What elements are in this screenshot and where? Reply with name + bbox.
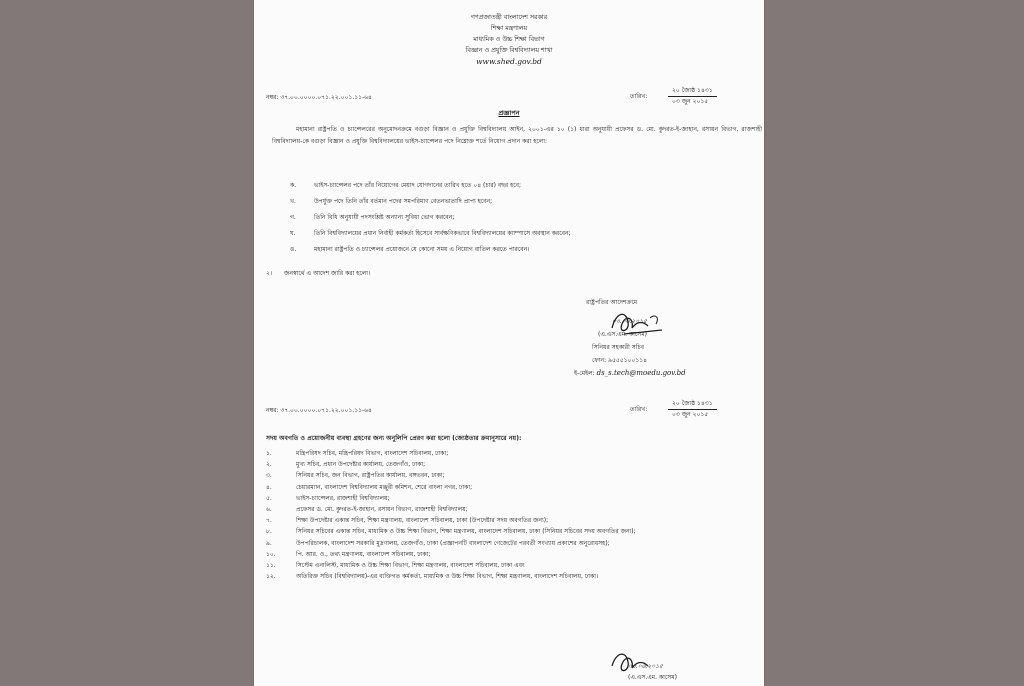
list-text: অতিরিক্ত সচিব (বিশ্ববিদ্যালয়)-এর ব্যক্তিগত কর্মকর্তা, মাধ্যমিক ও উচ্চ শিক্ষা বিভাগ, শিক্ষা মন্ত্রণালয়, বাংলাদেশ সচিবালয়, ঢাকা। (296, 573, 599, 581)
condition-item (254, 244, 764, 260)
conditions-list (254, 180, 764, 260)
list-number: ৯. (266, 539, 272, 547)
condition-item (254, 228, 764, 244)
condition-number: ক. (290, 182, 297, 189)
copy-recipients-list (254, 448, 764, 582)
list-item (254, 448, 764, 459)
document-page (254, 0, 764, 686)
signature-date: ০৩.০৬.২০১৫ (612, 318, 648, 325)
date-bangla: ২০ জ্যৈষ্ঠ ১৪৩১ (668, 398, 717, 410)
list-item (254, 459, 764, 470)
condition-text: তিনি বিশ্ববিদ্যালয়ের প্রধান নির্বাহী কর্মকর্তা হিসেবে সার্বক্ষণিকভাবে বিশ্ববিদ্যালয়ের ক্যাম্পাসে অবস্থান করবেন; (314, 230, 571, 237)
list-text: সিস্টেম এনালিস্ট, মাধ্যমিক ও উচ্চ শিক্ষা বিভাগ, শিক্ষা মন্ত্রণালয়, বাংলাদেশ সচিবালয়, ঢাকা এবং (296, 562, 525, 570)
website-url: www.shed.gov.bd (476, 57, 542, 66)
list-number: ২. (266, 461, 272, 469)
list-number: ৩. (266, 472, 272, 480)
date-english: ০৩ জুন ২০১৫ (672, 98, 709, 105)
list-number: ৪. (266, 483, 272, 491)
copy-heading: সদয় অবগতি ও প্রয়োজনীয় ব্যবস্থা গ্রহণের জন্য অনুলিপি প্রেরণ করা হলো (জ্যেষ্ঠতার ক্রমানুসারে নয়): (266, 435, 522, 442)
list-text: চেয়ারম্যান, বাংলাদেশ বিশ্ববিদ্যালয় মঞ্জুরী কমিশন, শেরে বাংলা নগর, ঢাকা; (296, 483, 473, 491)
list-item (254, 549, 764, 560)
signatory-name: (এ.এস.এম. কাসেম) (598, 331, 647, 338)
list-item (254, 470, 764, 481)
list-number: ১০. (266, 550, 276, 558)
condition-item (254, 212, 764, 228)
paragraph-text: জনস্বার্থে এ আদেশ জারি করা হলো। (284, 270, 371, 277)
body-paragraph: মহামান্য রাষ্ট্রপতি ও চ্যান্সেলরের অনুমোদনক্রমে বগুড়া বিজ্ঞান ও প্রযুক্তি বিশ্ববিদ্যালয় আইন, ২০০১-এর ১০ (১) ধারা অনুযায়ী প্রফেসর ড. মো. কুদরত-ই-জাহান, রসায়ন বিভাগ, রাজশাহী বিশ্ববিদ্যালয়-কে বগুড়া বিজ্ঞান ও প্রযুক্তি বিশ্ববিদ্যালয়ের ভাইস-চ্যান্সেলর পদে নিম্নোক্ত শর্তে নিয়োগ প্রদান করা হলো: (272, 126, 762, 145)
condition-text: উপর্যুক্ত পদে তিনি তাঁর বর্তমান পদের সমপরিমাণ বেতনভাতাদি প্রাপ্য হবেন; (314, 198, 493, 205)
list-item (254, 515, 764, 526)
list-number: ৭. (266, 517, 272, 525)
list-item (254, 493, 764, 504)
condition-number: ঙ. (290, 246, 297, 253)
list-number: ১২. (266, 573, 276, 581)
list-number: ৬. (266, 506, 272, 514)
email-label: ই-মেইল: (574, 370, 595, 377)
condition-text: মহামান্য রাষ্ট্রপতি ও চ্যান্সেলর প্রয়োজনে যে কোনো সময় এ নিয়োগ বাতিল করতে পারবেন। (314, 246, 530, 253)
paragraph-number: ২। (266, 270, 273, 277)
ministry-name: শিক্ষা মন্ত্রণালয় (490, 25, 528, 32)
list-number: ১. (266, 450, 272, 457)
condition-item (254, 196, 764, 212)
condition-number: খ. (290, 198, 296, 205)
list-text: সিনিয়র সচিব, জন বিভাগ, রাষ্ট্রপতির কার্যালয়, বঙ্গভবন, ঢাকা; (296, 472, 445, 480)
document-title: প্রজ্ঞাপন (498, 109, 520, 117)
signatory-phone: ফোন: ৯৫৫৫১০০১১৪ (592, 357, 648, 364)
list-text: পি. আর. ও., তথ্য মন্ত্রণালয়, বাংলাদেশ সচিবালয়, ঢাকা; (296, 550, 431, 558)
list-item (254, 560, 764, 571)
signature-block (574, 296, 686, 380)
division-name: মাধ্যমিক ও উচ্চ শিক্ষা বিভাগ (473, 36, 545, 43)
government-name: গণপ্রজাতন্ত্রী বাংলাদেশ সরকার (470, 14, 548, 21)
list-item (254, 571, 764, 582)
list-text: মন্ত্রিপরিষদ সচিব, মন্ত্রিপরিষদ বিভাগ, বাংলাদেশ সচিবালয়, ঢাকা; (296, 450, 449, 457)
signatory-email: ds_s.tech@moedu.gov.bd (596, 369, 686, 377)
date-english: ০৩ জুন ২০১৫ (672, 411, 709, 418)
list-text: শিক্ষা উপদেষ্টার একান্ত সচিব, শিক্ষা মন্ত্রণালয়, বাংলাদেশ সচিবালয়, ঢাকা (উপদেষ্টার সদয় অবগতির জন্য); (296, 517, 549, 525)
list-number: ১১. (266, 562, 276, 570)
date-bangla: ২০ জ্যৈষ্ঠ ১৪৩১ (668, 85, 717, 97)
copy-signature-date: ০৩.০৬.২০১৫ (628, 663, 664, 670)
letterhead (254, 12, 764, 67)
list-item (254, 526, 764, 537)
section-name: বিজ্ঞান ও প্রযুক্তি বিশ্ববিদ্যালয় শাখা (465, 47, 553, 54)
list-text: ভাইস-চ্যান্সেলর, রাজশাহী বিশ্ববিদ্যালয়; (296, 494, 390, 502)
list-number: ৮. (266, 528, 272, 536)
date-label: তারিখ: (630, 93, 648, 100)
list-text: মুখ্য সচিব, প্রধান উপদেষ্টার কার্যালয়, তেজগাঁও, ঢাকা; (296, 461, 426, 469)
condition-item (254, 180, 764, 196)
condition-text: ভাইস-চ্যান্সেলর পদে তাঁর নিয়োগের মেয়াদ যোগদানের তারিখ হতে ০৪ (চার) বছর হবে; (314, 182, 522, 189)
list-text: উপপরিচালক, বাংলাদেশ সরকারি মুদ্রণালয়, তেজগাঁও, ঢাকা (প্রজ্ঞাপনটি বাংলাদেশ গেজেটের পরবর্তী সংখ্যায় প্রকাশের অনুরোধসহ); (296, 539, 610, 547)
list-item (254, 504, 764, 515)
date-label: তারিখ: (630, 406, 648, 413)
list-item (254, 538, 764, 549)
copy-signatory-name: (এ.এস.এম. কাসেম) (628, 674, 677, 681)
condition-text: তিনি বিধি অনুযায়ী পদসংশ্লিষ্ট অন্যান্য সুবিধা ভোগ করবেন; (314, 214, 455, 221)
list-number: ৫. (266, 494, 272, 502)
order-line: রাষ্ট্রপতির আদেশক্রমে (586, 299, 638, 306)
list-text: প্রফেসর ড. মো. কুদরত-ই-জাহান, রসায়ন বিভাগ, রাজশাহী বিশ্ববিদ্যালয়; (296, 506, 468, 514)
condition-number: ঘ. (290, 230, 296, 237)
condition-number: গ. (290, 214, 296, 221)
memo-number: নম্বর: ৩৭.০০.০০০০.০৭১.২২.০০১.১১-৬৪ (266, 94, 372, 101)
list-text: সিনিয়র সচিবের একান্ত সচিব, মাধ্যমিক ও উচ্চ শিক্ষা বিভাগ, শিক্ষা মন্ত্রণালয়, বাংলাদেশ সচিবালয়, ঢাকা (সিনিয়র সচিবের সদয় অবগতির জন্য); (296, 528, 636, 536)
memo-number-copy: নম্বর: ৩৭.০০.০০০০.০৭১.২২.০০১.১১-৬৪ (266, 407, 372, 414)
signatory-designation: সিনিয়র সহকারী সচিব (592, 344, 644, 351)
list-item (254, 482, 764, 493)
copy-signature-block (628, 661, 677, 683)
